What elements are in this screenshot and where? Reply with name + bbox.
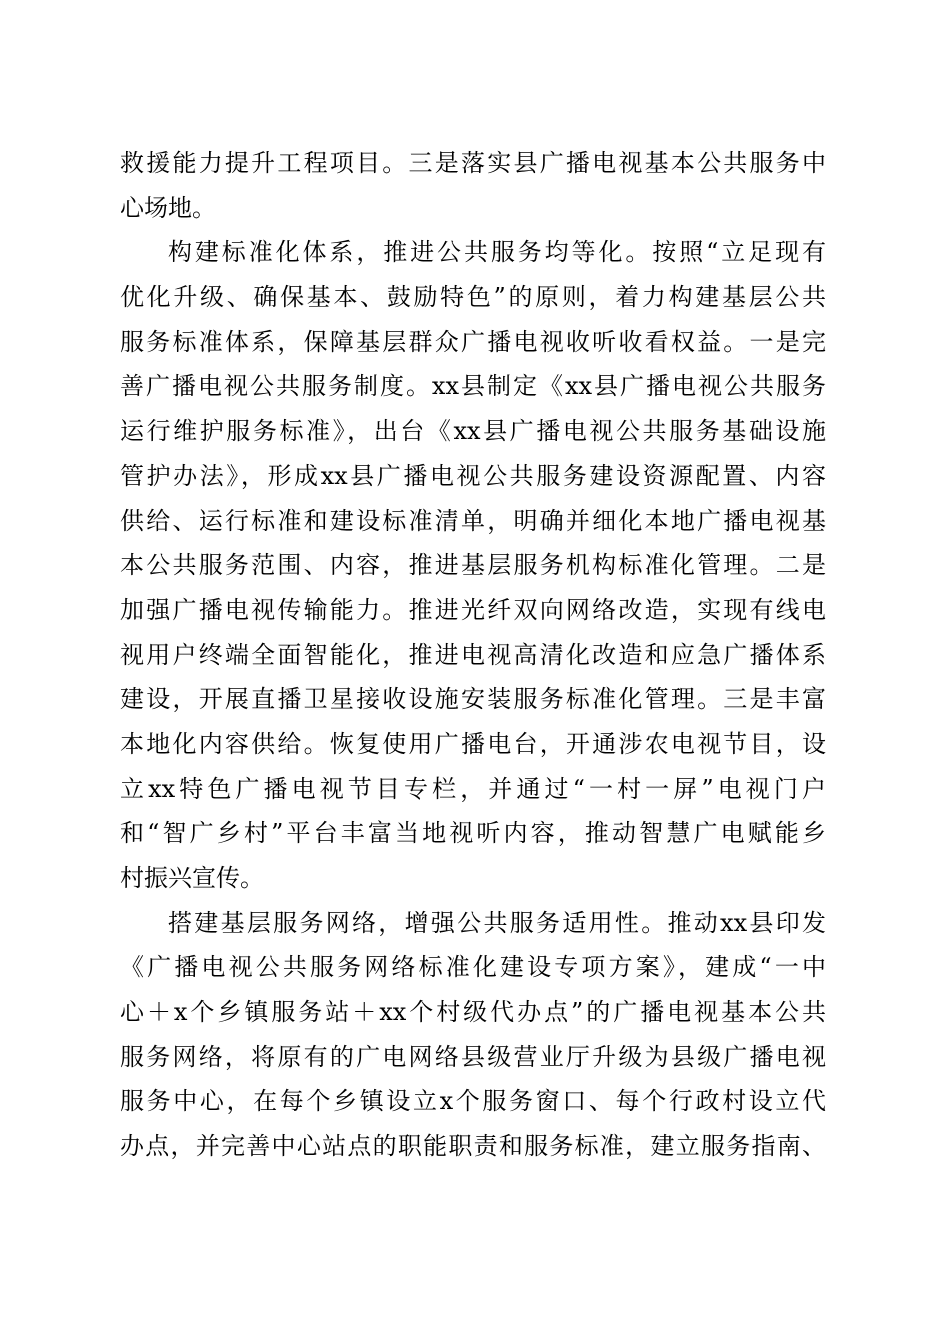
- paragraph-2-line: 立xx特色广播电视节目专栏，并通过“一村一屏”电视门户: [120, 774, 826, 803]
- paragraph-2-line: 视用户终端全面智能化，推进电视高清化改造和应急广播体系: [120, 640, 826, 669]
- paragraph-2-line: 建设，开展直播卫星接收设施安装服务标准化管理。三是丰富: [120, 685, 826, 714]
- paragraph-2-line: 构建标准化体系，推进公共服务均等化。按照“立足现有: [168, 238, 826, 267]
- paragraph-2-line: 供给、运行标准和建设标准清单，明确并细化本地广播电视基: [120, 506, 826, 535]
- paragraph-3-line: 《广播电视公共服务网络标准化建设专项方案》，建成“一中: [120, 953, 826, 982]
- paragraph-2-line: 善广播电视公共服务制度。xx县制定《xx县广播电视公共服务: [120, 372, 826, 401]
- paragraph-2-line: 服务标准体系，保障基层群众广播电视收听收看权益。一是完: [120, 327, 826, 356]
- paragraph-2-line: 运行维护服务标准》，出台《xx县广播电视公共服务基础设施: [120, 417, 826, 446]
- paragraph-1-line: 心场地。: [120, 193, 216, 222]
- paragraph-2-line: 和“智广乡村”平台丰富当地视听内容，推动智慧广电赋能乡: [120, 819, 826, 848]
- paragraph-2-line: 本公共服务范围、内容，推进基层服务机构标准化管理。二是: [120, 551, 826, 580]
- document-body: [120, 141, 826, 1169]
- paragraph-2-line: 优化升级、确保基本、鼓励特色”的原则，着力构建基层公共: [120, 283, 826, 312]
- paragraph-3-line: 服务网络，将原有的广电网络县级营业厅升级为县级广播电视: [120, 1042, 826, 1071]
- paragraph-3-line: 搭建基层服务网络，增强公共服务适用性。推动xx县印发: [168, 908, 826, 937]
- paragraph-2-line: 管护办法》，形成xx县广播电视公共服务建设资源配置、内容: [120, 461, 826, 490]
- paragraph-2-line: 本地化内容供给。恢复使用广播电台，开通涉农电视节目，设: [120, 729, 826, 758]
- paragraph-3-line: 服务中心，在每个乡镇设立x个服务窗口、每个行政村设立代: [120, 1087, 826, 1116]
- paragraph-3-line: 办点，并完善中心站点的职能职责和服务标准，建立服务指南、: [120, 1132, 826, 1161]
- paragraph-1-line: 救援能力提升工程项目。三是落实县广播电视基本公共服务中: [120, 149, 826, 177]
- paragraph-3-line: 心＋x个乡镇服务站＋xx个村级代办点”的广播电视基本公共: [120, 998, 826, 1027]
- paragraph-2-line: 加强广播电视传输能力。推进光纤双向网络改造，实现有线电: [120, 595, 826, 624]
- paragraph-2-line: 村振兴宣传。: [120, 864, 264, 892]
